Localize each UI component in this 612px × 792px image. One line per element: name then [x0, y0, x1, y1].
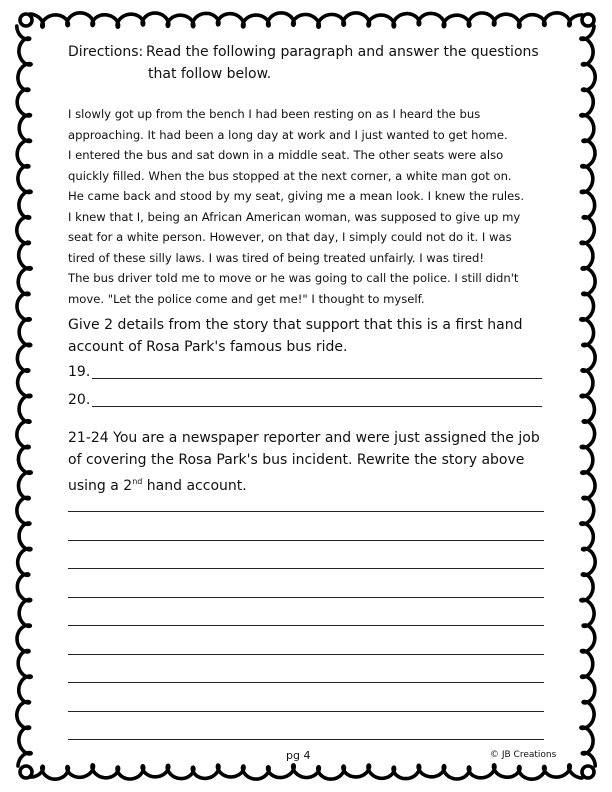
- directions-text-line-1: Read the following paragraph and answer the questions: [146, 44, 539, 60]
- paragraph-line: I slowly got up from the bench I had been resting on as I heard the bus: [68, 107, 481, 121]
- answer-19-line[interactable]: [92, 378, 542, 379]
- paragraph-line: quickly filled. When the bus stopped at the next corner, a white man got on.: [68, 168, 512, 183]
- directions-label: Directions:: [68, 44, 144, 60]
- writing-line[interactable]: [68, 682, 544, 683]
- writing-line[interactable]: [68, 597, 544, 598]
- paragraph-line: I entered the bus and sat down in a middle seat. The other seats were also: [68, 148, 504, 162]
- question-line: account of Rosa Park's famous bus ride.: [68, 339, 348, 355]
- answer-20-line[interactable]: [92, 406, 542, 407]
- writing-line[interactable]: [68, 739, 544, 740]
- story-paragraph: [68, 104, 548, 309]
- ordinal-superscript: nd: [132, 477, 143, 486]
- copyright-credit: © JB Creations: [490, 750, 557, 760]
- paragraph-line: He came back and stood by my seat, giving me a mean look. I knew the rules.: [68, 189, 525, 203]
- answer-19-label: 19.: [68, 364, 91, 380]
- question-first-hand-details: [68, 314, 522, 358]
- paragraph-line: I knew that I, being an African American woman, was supposed to give up my: [68, 209, 521, 224]
- writing-line[interactable]: [68, 511, 544, 512]
- page-number: pg 4: [286, 749, 311, 762]
- writing-line[interactable]: [68, 654, 544, 655]
- directions-text-line-2: that follow below.: [148, 66, 272, 82]
- question-line: Give 2 details from the story that support that this is a first hand: [68, 317, 523, 333]
- paragraph-line: approaching. It had been a long day at work and I just wanted to get home.: [68, 127, 508, 142]
- paragraph-line: tired of these silly laws. I was tired of being treated unfairly. I was tired!: [68, 250, 485, 265]
- question-line-text: hand account.: [142, 478, 247, 494]
- paragraph-line: move. "Let the police come and get me!" I thought to myself.: [68, 291, 425, 306]
- question-line: of covering the Rosa Park's bus incident. Rewrite the story above: [68, 452, 525, 468]
- question-line: 21-24 You are a newspaper reporter and were just assigned the job: [68, 430, 540, 446]
- paragraph-line: seat for a white person. However, on that day, I simply could not do it. I was: [68, 230, 512, 244]
- question-line-text: using a 2: [68, 478, 133, 494]
- writing-line[interactable]: [68, 540, 544, 541]
- question-second-hand-rewrite: [68, 427, 540, 493]
- question-line: [68, 471, 540, 493]
- answer-20-label: 20.: [68, 392, 91, 408]
- writing-line[interactable]: [68, 625, 544, 626]
- paragraph-line: The bus driver told me to move or he was going to call the police. I still didn't: [68, 271, 519, 285]
- writing-line[interactable]: [68, 568, 544, 569]
- writing-line[interactable]: [68, 711, 544, 712]
